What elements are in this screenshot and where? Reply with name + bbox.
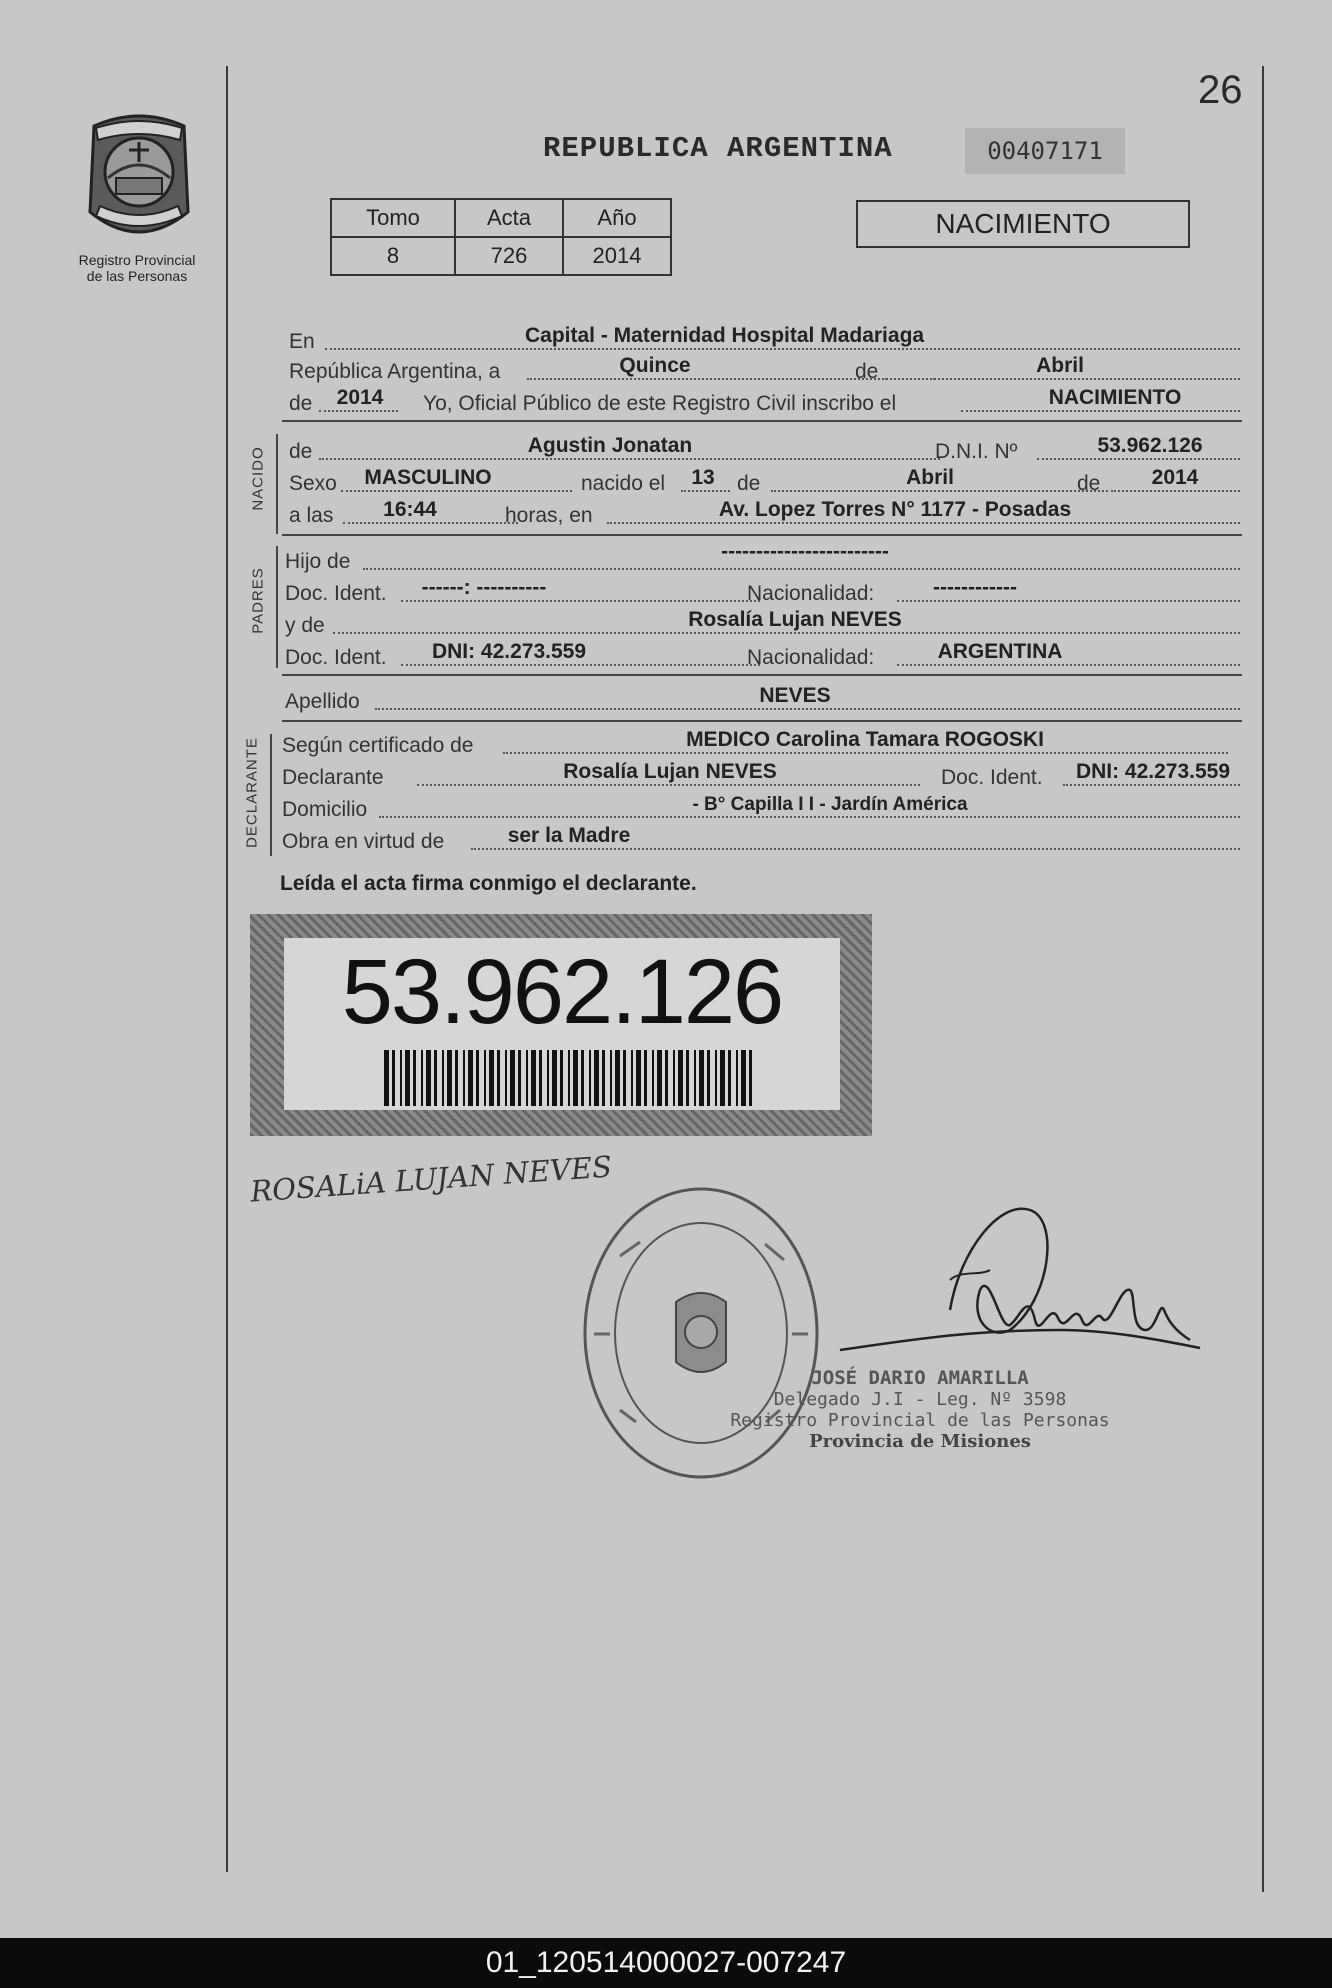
value-lugar-nacimiento: Av. Lopez Torres N° 1177 - Posadas: [718, 498, 1072, 521]
label-y-de: y de: [285, 614, 325, 637]
section-label-declarante: DECLARANTE: [243, 737, 261, 848]
dotted-line: [401, 664, 760, 666]
barcode-icon: [384, 1050, 756, 1106]
dotted-line: [343, 522, 518, 524]
label-obra: Obra en virtud de: [282, 830, 445, 853]
value-madre-nacionalidad: ARGENTINA: [937, 640, 1063, 663]
row-hijo-de: [285, 540, 1240, 576]
value-padre-doc: ------: ----------: [421, 576, 547, 599]
registry-value-anio: 2014: [563, 237, 671, 275]
row-domicilio: [282, 794, 1240, 824]
dotted-line: [325, 348, 1240, 350]
value-domicilio: - B° Capilla I I - Jardín América: [692, 794, 968, 815]
value-sexo: MASCULINO: [364, 466, 492, 489]
scan-footer-id: 01_120514000027-007247: [0, 1938, 1332, 1988]
value-certificado: MEDICO Carolina Tamara ROGOSKI: [686, 728, 1044, 751]
row-apellido: [285, 686, 1240, 716]
dotted-line: [471, 848, 1240, 850]
label-en: En: [289, 330, 315, 353]
row-nacido-hora: [285, 500, 1240, 530]
value-mes: Abril: [1036, 354, 1084, 377]
padres-bracket: [276, 546, 278, 668]
dotted-line: [319, 458, 940, 460]
value-doc-declarante: DNI: 42.273.559: [1075, 760, 1231, 783]
label-doc-ident-padre: Doc. Ident.: [285, 582, 387, 605]
official-office: Registro Provincial de las Personas: [730, 1410, 1110, 1431]
dotted-line: [771, 490, 1108, 492]
dotted-line: [503, 752, 1228, 754]
registry-value-acta: 726: [455, 237, 563, 275]
dotted-line: [375, 708, 1240, 710]
dni-sticker: [250, 914, 872, 1136]
dni-sticker-panel: [284, 938, 840, 1110]
logo-caption-line-2: de las Personas: [86, 268, 188, 284]
label-certificado: Según certificado de: [282, 734, 474, 757]
handwritten-declarant-name: ROSALiA LUJAN NEVES: [249, 1149, 613, 1209]
dotted-line: [897, 664, 1240, 666]
label-de-anio-nacimiento: de: [1077, 472, 1101, 495]
label-doc-ident-declarante: Doc. Ident.: [941, 766, 1043, 789]
dotted-line: [607, 522, 1240, 524]
label-de-anio: de: [289, 392, 313, 415]
label-de-nombre: de: [289, 440, 313, 463]
label-declarante: Declarante: [282, 766, 384, 789]
value-dia-nacimiento: 13: [691, 466, 715, 489]
row-nacido-sexo: [285, 468, 1240, 498]
registry-table-header-row: [331, 199, 671, 237]
page-number: 26: [1198, 68, 1243, 112]
value-padre-nacionalidad: ------------: [933, 576, 1017, 599]
act-type-box: NACIMIENTO: [856, 200, 1190, 248]
value-inscribo: NACIMIENTO: [1048, 386, 1182, 409]
registry-header-acta: Acta: [455, 199, 563, 237]
label-republica: República Argentina, a: [289, 360, 501, 383]
dotted-line: [379, 816, 1240, 818]
dotted-line: [1111, 490, 1240, 492]
value-declarante: Rosalía Lujan NEVES: [563, 760, 777, 783]
divider-line: [282, 420, 1242, 422]
official-province: Provincia de Misiones: [809, 1431, 1031, 1452]
dotted-line: [1037, 458, 1240, 460]
official-name: JOSÉ DARIO AMARILLA: [811, 1367, 1029, 1389]
value-dni-nacido: 53.962.126: [1097, 434, 1203, 457]
value-nombre-nacido: Agustin Jonatan: [527, 434, 693, 457]
value-madre-doc: DNI: 42.273.559: [431, 640, 587, 663]
dotted-line: [341, 490, 572, 492]
dotted-line: [681, 490, 730, 492]
dni-sticker-number: 53.962.126: [341, 941, 783, 1043]
value-anio: 2014: [336, 386, 384, 409]
left-margin-line: [226, 66, 228, 1872]
dotted-line: [401, 600, 760, 602]
label-nacido-el: nacido el: [581, 472, 666, 495]
label-horas-en: horas, en: [505, 504, 593, 527]
registry-header-anio: Año: [563, 199, 671, 237]
label-a-las: a las: [289, 504, 334, 527]
value-hora: 16:44: [383, 498, 437, 521]
label-nacionalidad-padre: Nacionalidad:: [747, 582, 875, 605]
dotted-line: [319, 410, 398, 412]
dotted-line: [897, 600, 1240, 602]
dotted-line: [417, 784, 920, 786]
section-label-nacido: NACIDO: [249, 446, 267, 511]
registry-table-value-row: [331, 237, 671, 275]
nacido-bracket: [276, 434, 278, 534]
label-yo-oficial: Yo, Oficial Público de este Registro Civil inscribo el: [423, 392, 897, 415]
official-signature-block: [690, 1368, 1150, 1452]
label-hijo-de: Hijo de: [285, 550, 351, 573]
dotted-line: [333, 632, 1240, 634]
label-dni: D.N.I. Nº: [935, 440, 1018, 463]
label-apellido: Apellido: [285, 690, 360, 713]
province-coat-of-arms-logo: [76, 112, 202, 246]
declarante-bracket: [270, 734, 272, 856]
value-obra: ser la Madre: [507, 824, 631, 847]
dotted-line: [961, 410, 1240, 412]
serial-number: 00407171: [965, 128, 1125, 174]
dotted-line: [1063, 784, 1240, 786]
divider-line: [282, 720, 1242, 722]
right-margin-line: [1262, 66, 1264, 1892]
value-apellido: NEVES: [759, 684, 831, 707]
divider-line: [282, 674, 1242, 676]
label-de: de: [855, 360, 879, 383]
row-nacido-nombre: [285, 436, 1240, 466]
label-doc-ident-madre: Doc. Ident.: [285, 646, 387, 669]
official-role: Delegado J.I - Leg. Nº 3598: [773, 1389, 1067, 1410]
logo-caption: [62, 252, 212, 284]
label-domicilio: Domicilio: [282, 798, 368, 821]
value-en-lugar: Capital - Maternidad Hospital Madariaga: [525, 324, 925, 347]
label-nacionalidad-madre: Nacionalidad:: [747, 646, 875, 669]
document-title: REPUBLICA ARGENTINA: [543, 132, 893, 165]
closing-statement: Leída el acta firma conmigo el declarante.: [280, 872, 697, 895]
dotted-line: [885, 378, 1240, 380]
row-obra: [282, 824, 1240, 856]
divider-line: [282, 534, 1242, 536]
label-sexo: Sexo: [289, 472, 337, 495]
registry-table: [330, 198, 672, 276]
registry-value-tomo: 8: [331, 237, 455, 275]
label-de-mes: de: [737, 472, 761, 495]
row-madre-doc: [285, 642, 1240, 672]
row-republica: [285, 356, 1240, 386]
dotted-line: [363, 568, 1240, 570]
section-label-padres: PADRES: [249, 567, 267, 634]
value-madre: Rosalía Lujan NEVES: [688, 608, 902, 631]
value-anio-nacimiento: 2014: [1151, 466, 1199, 489]
value-padre: ------------------------: [721, 540, 889, 563]
value-dia: Quince: [619, 354, 691, 377]
value-mes-nacimiento: Abril: [906, 466, 954, 489]
row-inscribo: [285, 388, 1240, 418]
row-certificado: [282, 728, 1240, 760]
row-en: [285, 326, 1240, 356]
row-y-de: [285, 610, 1240, 640]
logo-caption-line-1: Registro Provincial: [78, 252, 196, 268]
row-padre-doc: [285, 578, 1240, 608]
official-signature: [830, 1190, 1210, 1390]
registry-header-tomo: Tomo: [331, 199, 455, 237]
row-declarante: [282, 760, 1240, 792]
